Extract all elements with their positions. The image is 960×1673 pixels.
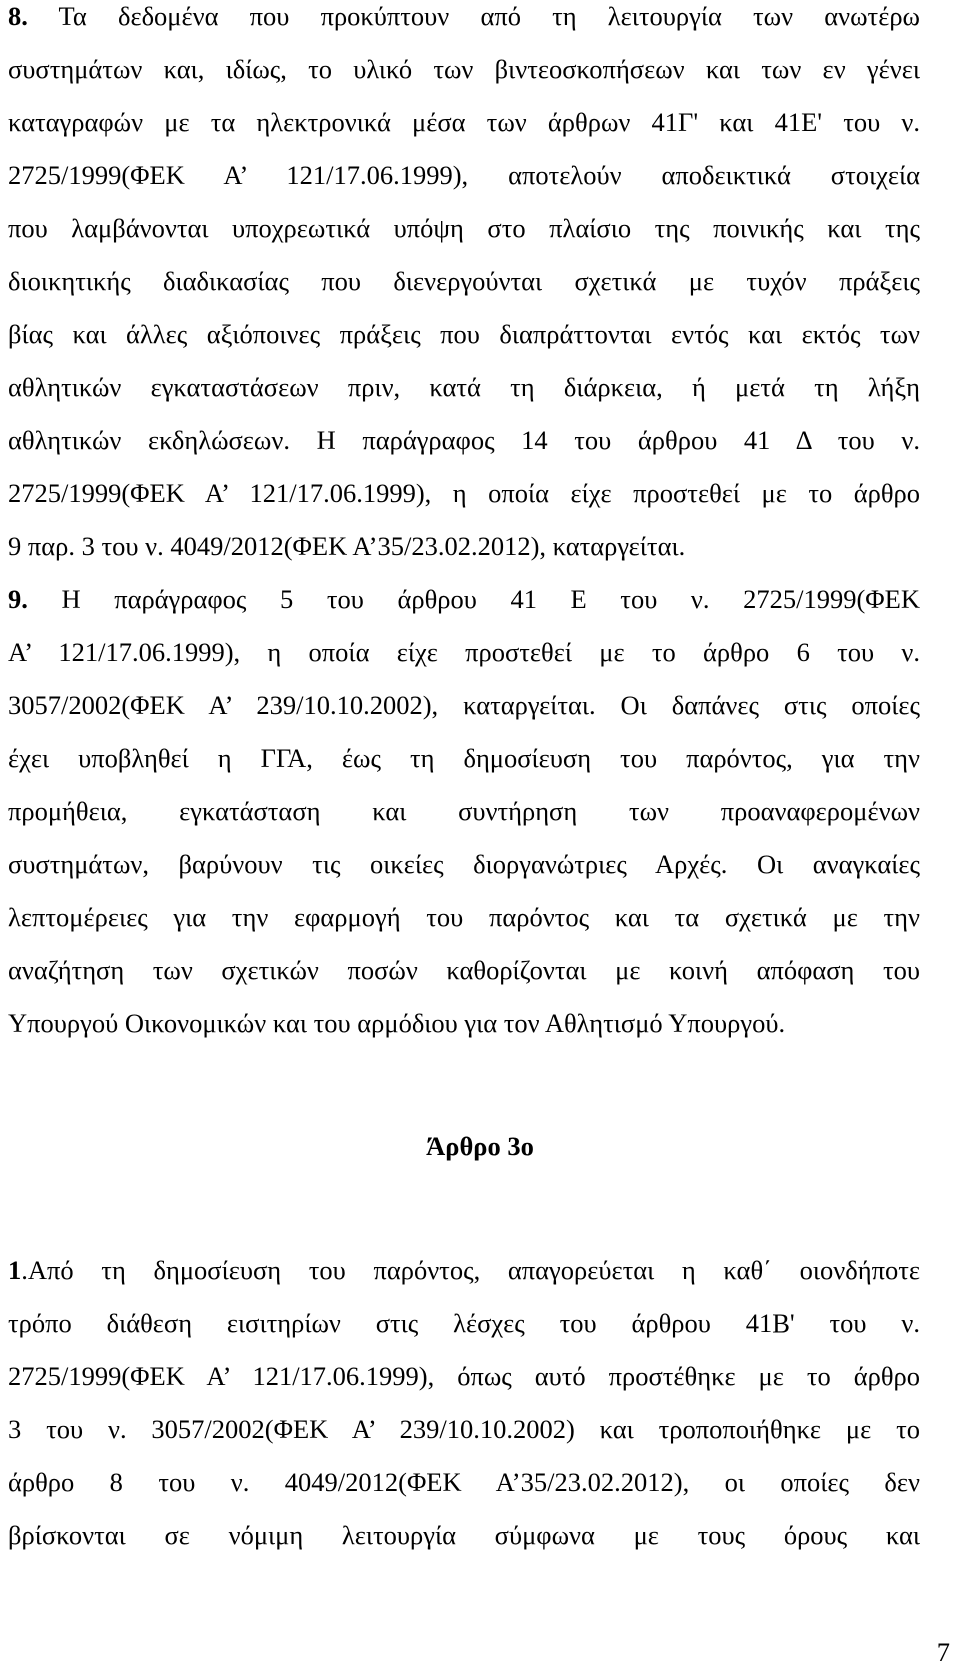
paragraph-8-line-11: 9 παρ. 3 του ν. 4049/2012(ΦΕΚ Α’35/23.02.2012), καταργείται. xyxy=(8,531,686,561)
paragraph-8-line-10: 2725/1999(ΦΕΚ Α’ 121/17.06.1999), η οποία είχε προστεθεί με το άρθρο xyxy=(8,478,920,508)
article-3-paragraph-1-line-5: άρθρο 8 του ν. 4049/2012(ΦΕΚ Α’35/23.02.2012), οι οποίες δεν xyxy=(8,1467,920,1497)
paragraph-number: 8. xyxy=(8,1,28,31)
article-3-paragraph-1-line-2: τρόπο διάθεση εισιτηρίων στις λέσχες του άρθρου 41Β' του ν. xyxy=(8,1308,920,1338)
paragraph-9-line-6: συστημάτων, βαρύνουν τις οικείες διοργανώτριες Αρχές. Οι αναγκαίες xyxy=(8,849,920,879)
paragraph-8-line-8: αθλητικών εγκαταστάσεων πριν, κατά τη διάρκεια, ή μετά τη λήξη xyxy=(8,372,920,402)
paragraph-number: 1 xyxy=(8,1255,22,1285)
paragraph-8-line-6: διοικητικής διαδικασίας που διενεργούνται σχετικά με τυχόν πράξεις xyxy=(8,266,920,296)
paragraph-9-line-8: αναζήτηση των σχετικών ποσών καθορίζονται με κοινή απόφαση του xyxy=(8,955,920,985)
article-3-paragraph-1-line-4: 3 του ν. 3057/2002(ΦΕΚ Α’ 239/10.10.2002) και τροποποιήθηκε με το xyxy=(8,1414,920,1444)
paragraph-8-line-3: καταγραφών με τα ηλεκτρονικά μέσα των άρθρων 41Γ' και 41Ε' του ν. xyxy=(8,107,920,137)
paragraph-8-line-2: συστημάτων και, ιδίως, το υλικό των βιντεοσκοπήσεων και των εν γένει xyxy=(8,54,920,84)
paragraph-number: 9. xyxy=(8,584,28,614)
paragraph-8-line-7: βίας και άλλες αξιόποινες πράξεις που διαπράττονται εντός και εκτός των xyxy=(8,319,920,349)
paragraph-8-line-4: 2725/1999(ΦΕΚ Α’ 121/17.06.1999), αποτελούν αποδεικτικά στοιχεία xyxy=(8,160,920,190)
paragraph-9-line-3: 3057/2002(ΦΕΚ Α’ 239/10.10.2002), καταργείται. Οι δαπάνες στις οποίες xyxy=(8,690,920,720)
page-number: 7 xyxy=(936,1637,950,1667)
paragraph-9-line-9: Υπουργού Οικονομικών και του αρμόδιου για τον Αθλητισμό Υπουργού. xyxy=(8,1008,786,1038)
paragraph-9-line-4: έχει υποβληθεί η ΓΓΑ, έως τη δημοσίευση του παρόντος, για την xyxy=(8,743,920,773)
article-3-paragraph-1-line-6: βρίσκονται σε νόμιμη λειτουργία σύμφωνα με τους όρους και xyxy=(8,1520,920,1550)
article-3-paragraph-1-line-3: 2725/1999(ΦΕΚ Α’ 121/17.06.1999), όπως αυτό προστέθηκε με το άρθρο xyxy=(8,1361,920,1391)
paragraph-9-line-7: λεπτομέρειες για την εφαρμογή του παρόντος και τα σχετικά με την xyxy=(8,902,920,932)
paragraph-8-line-9: αθλητικών εκδηλώσεων. Η παράγραφος 14 του άρθρου 41 Δ του ν. xyxy=(8,425,920,455)
paragraph-9-line-2: Α’ 121/17.06.1999), η οποία είχε προστεθεί με το άρθρο 6 του ν. xyxy=(8,637,920,667)
paragraph-9-line-1: 9. Η παράγραφος 5 του άρθρου 41 Ε του ν. 2725/1999(ΦΕΚ xyxy=(8,584,920,614)
paragraph-9-line-5: προμήθεια, εγκατάσταση και συντήρηση των προαναφερομένων xyxy=(8,796,920,826)
article-3-paragraph-1-line-1: 1.Από τη δημοσίευση του παρόντος, απαγορεύεται η καθ΄ οιονδήποτε xyxy=(8,1255,920,1285)
paragraph-8-line-5: που λαμβάνονται υποχρεωτικά υπόψη στο πλαίσιο της ποινικής και της xyxy=(8,213,920,243)
paragraph-8-line-1: 8. Τα δεδομένα που προκύπτουν από τη λειτουργία των ανωτέρω xyxy=(8,1,920,31)
article-heading: Άρθρο 3ο xyxy=(426,1131,534,1161)
